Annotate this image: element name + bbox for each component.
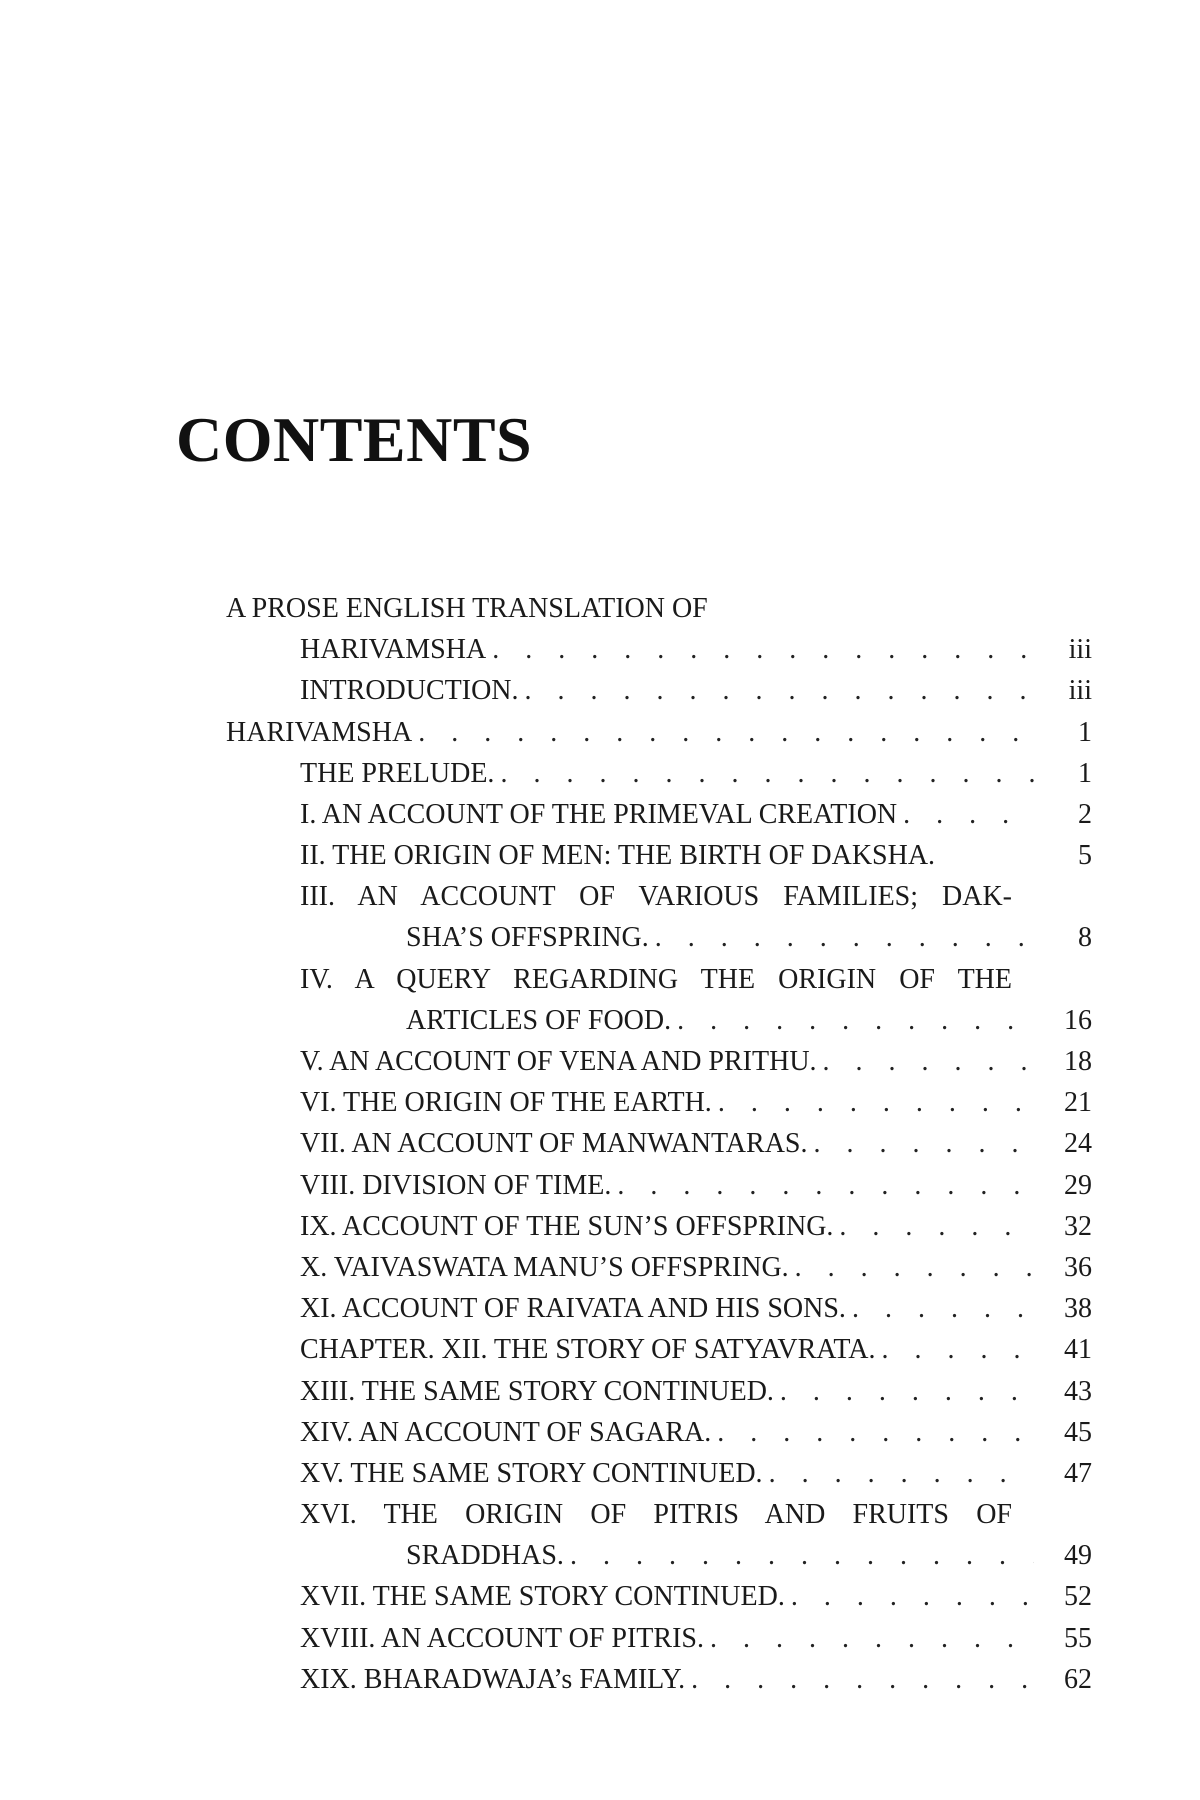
toc-page-number: 41 (1064, 1334, 1092, 1366)
toc-page-number: 21 (1064, 1087, 1092, 1119)
toc-page-number: 62 (1064, 1663, 1092, 1695)
toc-page-number: 47 (1064, 1457, 1092, 1489)
toc-entry-label: SHA’S OFFSPRING. (406, 922, 649, 954)
dot-leader (711, 1412, 1034, 1453)
dot-leader (833, 1206, 1034, 1247)
toc-entry-line[interactable] (226, 1494, 1092, 1535)
toc-page-number: 36 (1064, 1251, 1092, 1283)
dot-leader (817, 1041, 1034, 1082)
dot-leader (789, 1247, 1034, 1288)
dot-leader (564, 1535, 1034, 1576)
toc-page-number: 5 (1078, 840, 1092, 872)
dot-leader (897, 794, 1034, 835)
toc-entry-label: IX. ACCOUNT OF THE SUN’S OFFSPRING. (300, 1210, 834, 1242)
toc-page-number: 45 (1064, 1416, 1092, 1448)
toc-entry[interactable] (226, 1618, 1092, 1659)
toc-entry[interactable] (226, 1329, 1092, 1370)
toc-entry[interactable] (226, 629, 1092, 670)
toc-entry-continuation[interactable] (226, 1535, 1092, 1576)
toc-page-number: 29 (1064, 1169, 1092, 1201)
toc-entry-label: XVI. THE ORIGIN OF PITRIS AND FRUITS OF (300, 1499, 1012, 1531)
toc-page-number: iii (1068, 634, 1092, 666)
toc-entry[interactable] (226, 1123, 1092, 1164)
toc-page-number: 55 (1064, 1622, 1092, 1654)
toc-entry-label: HARIVAMSHA (300, 634, 487, 666)
toc-entry-heading (226, 588, 1092, 629)
toc-page-number: 1 (1078, 757, 1092, 789)
toc-entry-label: XI. ACCOUNT OF RAIVATA AND HIS SONS. (300, 1293, 846, 1325)
toc-entry-continuation[interactable] (226, 1000, 1092, 1041)
toc-page-number: 43 (1064, 1375, 1092, 1407)
toc-entry[interactable] (226, 1247, 1092, 1288)
toc-entry[interactable] (226, 1659, 1092, 1700)
dot-leader (712, 1082, 1034, 1123)
toc-entry[interactable] (226, 1371, 1092, 1412)
toc-entry-label: XV. THE SAME STORY CONTINUED. (300, 1457, 763, 1489)
toc-entry[interactable] (226, 794, 1092, 835)
toc-entry-label: XVIII. AN ACCOUNT OF PITRIS. (300, 1622, 704, 1654)
toc-entry-label: VII. AN ACCOUNT OF MANWANTARAS. (300, 1128, 808, 1160)
toc-entry[interactable] (226, 753, 1092, 794)
toc-entry[interactable] (226, 1165, 1092, 1206)
toc-entry[interactable] (226, 835, 1092, 876)
dot-leader (704, 1618, 1034, 1659)
dot-leader (785, 1576, 1034, 1617)
toc-entry-label: VI. THE ORIGIN OF THE EARTH. (300, 1087, 712, 1119)
toc-page-number: 24 (1064, 1128, 1092, 1160)
toc-entry[interactable] (226, 1577, 1092, 1618)
toc-entry-label: ARTICLES OF FOOD. (406, 1004, 672, 1036)
toc-page-number: 38 (1064, 1293, 1092, 1325)
toc-entry-label: II. THE ORIGIN OF MEN: THE BIRTH OF DAKSHA. (300, 840, 936, 872)
toc-page-number: 8 (1078, 922, 1092, 954)
toc-entry-continuation[interactable] (226, 918, 1092, 959)
toc-entry[interactable] (226, 712, 1092, 753)
toc-entry[interactable] (226, 1206, 1092, 1247)
toc-page-number: 32 (1064, 1210, 1092, 1242)
toc-page-number: iii (1068, 675, 1092, 707)
toc-entry[interactable] (226, 1041, 1092, 1082)
toc-entry[interactable] (226, 1453, 1092, 1494)
toc-page-number: 1 (1078, 716, 1092, 748)
dot-leader (808, 1123, 1035, 1164)
dot-leader (875, 1329, 1034, 1370)
toc-entry[interactable] (226, 1288, 1092, 1329)
toc-page-number: 18 (1064, 1046, 1092, 1078)
toc-entry-label: X. VAIVASWATA MANU’S OFFSPRING. (300, 1251, 789, 1283)
dot-leader (685, 1659, 1034, 1700)
toc-entry-line[interactable] (226, 876, 1092, 917)
toc-entry-label: I. AN ACCOUNT OF THE PRIMEVAL CREATION (300, 798, 898, 830)
dot-leader (649, 917, 1034, 958)
dot-leader (846, 1288, 1034, 1329)
toc-entry-label: V. AN ACCOUNT OF VENA AND PRITHU. (300, 1046, 817, 1078)
table-of-contents (226, 588, 1092, 1700)
toc-entry-label: XIV. AN ACCOUNT OF SAGARA. (300, 1416, 712, 1448)
toc-entry-label: CHAPTER. XII. THE STORY OF SATYAVRATA. (300, 1334, 876, 1366)
toc-entry[interactable] (226, 1412, 1092, 1453)
toc-entry-label: III. AN ACCOUNT OF VARIOUS FAMILIES; DAK- (300, 881, 1012, 913)
dot-leader (519, 670, 1034, 711)
dot-leader (494, 753, 1034, 794)
toc-entry-label: INTRODUCTION. (300, 675, 519, 707)
dot-leader (774, 1371, 1034, 1412)
toc-entry[interactable] (226, 1082, 1092, 1123)
toc-entry-label: A PROSE ENGLISH TRANSLATION OF (226, 592, 708, 624)
page-title: CONTENTS (176, 404, 533, 475)
toc-entry-label: THE PRELUDE. (300, 757, 495, 789)
toc-entry-label: XIX. BHARADWAJA’s FAMILY. (300, 1663, 686, 1695)
toc-entry-label: IV. A QUERY REGARDING THE ORIGIN OF THE (300, 963, 1012, 995)
dot-leader (486, 629, 1034, 670)
toc-entry-label: XIII. THE SAME STORY CONTINUED. (300, 1375, 774, 1407)
toc-page-number: 2 (1078, 798, 1092, 830)
dot-leader (671, 1000, 1034, 1041)
toc-entry-label: SRADDHAS. (406, 1540, 564, 1572)
toc-entry-line[interactable] (226, 959, 1092, 1000)
toc-entry[interactable] (226, 670, 1092, 711)
toc-entry-label: HARIVAMSHA (226, 716, 413, 748)
toc-page-number: 52 (1064, 1581, 1092, 1613)
dot-leader (611, 1165, 1034, 1206)
toc-page-number: 16 (1064, 1004, 1092, 1036)
toc-page-number: 49 (1064, 1540, 1092, 1572)
toc-entry-label: XVII. THE SAME STORY CONTINUED. (300, 1581, 785, 1613)
dot-leader (763, 1453, 1034, 1494)
dot-leader (412, 712, 1034, 753)
toc-entry-label: VIII. DIVISION OF TIME. (300, 1169, 612, 1201)
